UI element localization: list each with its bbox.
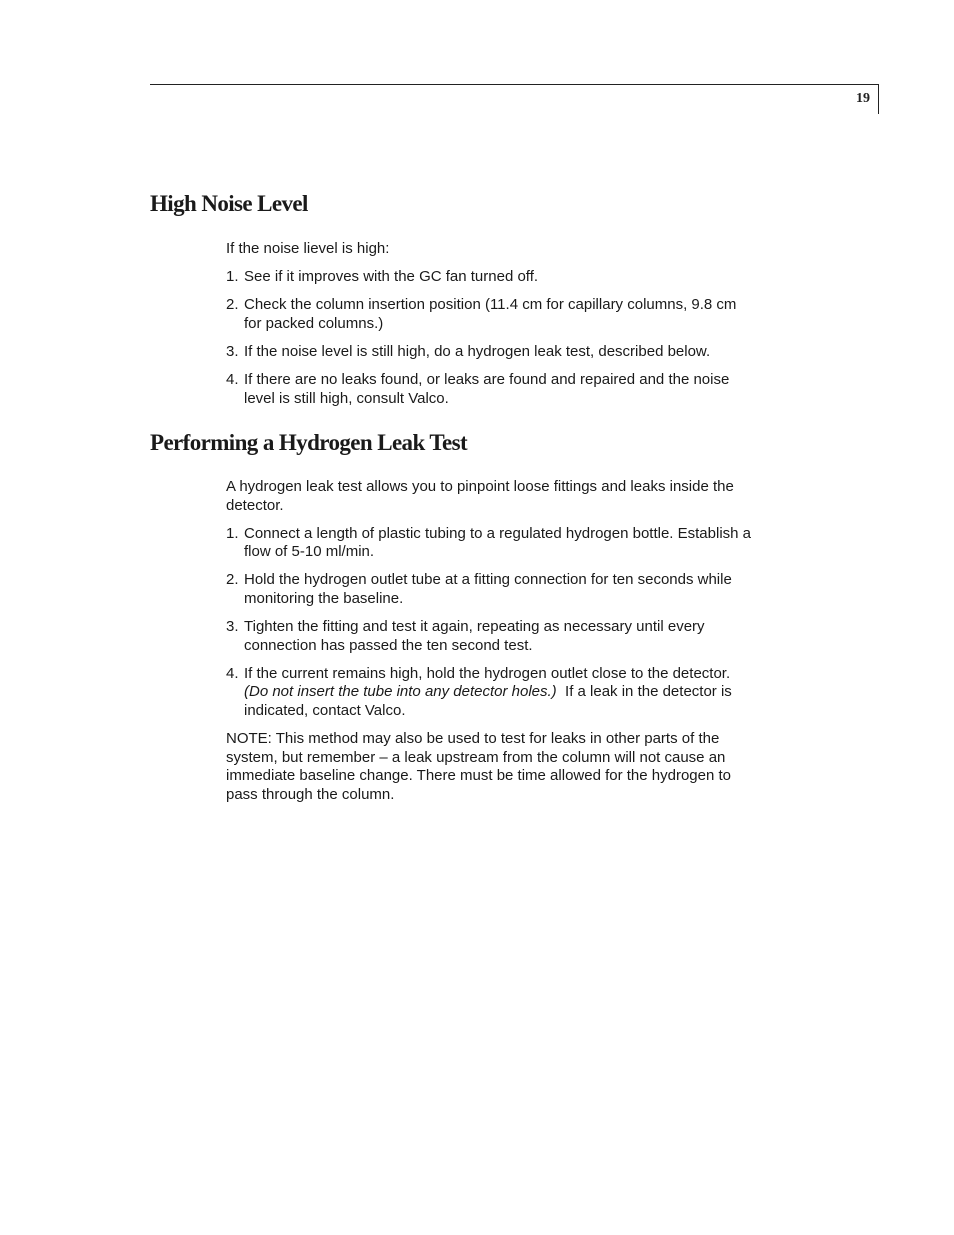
step-number: 2. bbox=[226, 571, 239, 589]
list-item bbox=[226, 268, 756, 287]
header-tick bbox=[878, 84, 879, 114]
list-item bbox=[226, 371, 756, 408]
step-number: 3. bbox=[226, 618, 239, 636]
steps-list bbox=[226, 268, 756, 408]
step-text: Hold the hydrogen outlet tube at a fitting connection for ten seconds while monitoring the baseline. bbox=[244, 571, 732, 607]
header-rule bbox=[150, 84, 879, 85]
step-number: 1. bbox=[226, 268, 239, 286]
steps-list bbox=[226, 525, 756, 721]
intro-paragraph: If the noise lievel is high: bbox=[226, 240, 390, 257]
step-caution-text: (Do not insert the tube into any detector holes.) bbox=[244, 683, 557, 701]
section-heading-hydrogen-leak-test: Performing a Hydrogen Leak Test bbox=[150, 430, 468, 455]
step-text-after: If a leak in the detector is indicated, contact Valco. bbox=[244, 683, 732, 719]
intro-paragraph: A hydrogen leak test allows you to pinpoint loose fittings and leaks inside the detector. bbox=[226, 478, 734, 514]
list-item bbox=[226, 525, 756, 562]
step-number: 1. bbox=[226, 524, 239, 542]
list-item bbox=[226, 665, 756, 721]
step-number: 2. bbox=[226, 296, 239, 314]
step-text: Tighten the fitting and test it again, repeating as necessary until every connection has passed the ten second test. bbox=[244, 618, 705, 654]
step-text: If there are no leaks found, or leaks are found and repaired and the noise level is still high, consult Valco. bbox=[244, 370, 730, 407]
step-number: 4. bbox=[226, 370, 239, 388]
list-item bbox=[226, 618, 756, 655]
step-text: Connect a length of plastic tubing to a regulated hydrogen bottle. Establish a flow of 5-10 ml/min. bbox=[244, 524, 752, 561]
section-heading-high-noise-level: High Noise Level bbox=[150, 191, 308, 216]
step-text: If the noise level is still high, do a hydrogen leak test, described below. bbox=[244, 342, 711, 360]
step-number: 4. bbox=[226, 664, 239, 682]
note-paragraph: NOTE: This method may also be used to test for leaks in other parts of the system, but remember – a leak upstream from the column will not cause an immediate baseline change. There must be time allowed for the hydrogen to pass through the column. bbox=[226, 730, 732, 803]
step-text: If the current remains high, hold the hydrogen outlet close to the detector. bbox=[244, 664, 731, 682]
page-number: 19 bbox=[856, 91, 870, 106]
step-text: Check the column insertion position (11.4 cm for capillary columns, 9.8 cm for packed columns.) bbox=[244, 296, 737, 332]
list-item bbox=[226, 296, 756, 333]
step-number: 3. bbox=[226, 342, 239, 360]
step-text: See if it improves with the GC fan turned off. bbox=[244, 268, 539, 286]
list-item bbox=[226, 343, 756, 362]
section-body-high-noise-level bbox=[226, 240, 756, 418]
section-body-hydrogen-leak-test bbox=[226, 478, 756, 814]
list-item bbox=[226, 571, 756, 608]
